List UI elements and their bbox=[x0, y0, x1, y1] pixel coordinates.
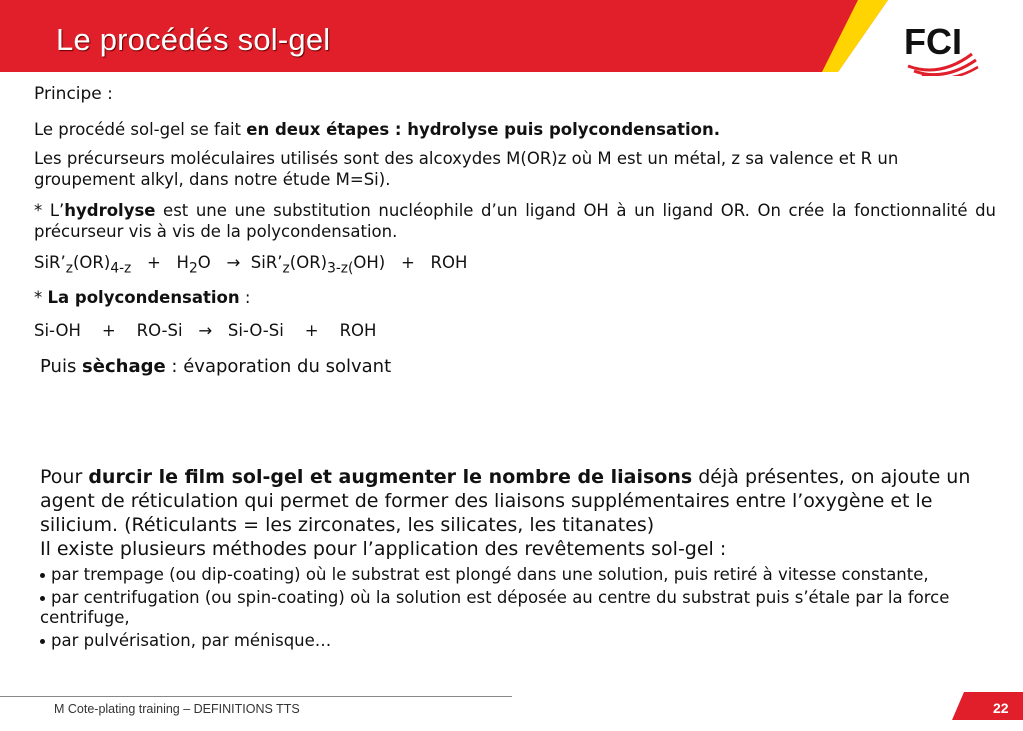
bullet-icon bbox=[40, 639, 45, 644]
paragraph-drying: Puis sèchage : évaporation du solvant bbox=[40, 356, 392, 378]
main-content bbox=[34, 80, 996, 377]
footer-divider bbox=[0, 696, 512, 697]
bullet-icon bbox=[40, 596, 45, 601]
paragraph-steps: Le procédé sol-gel se fait en deux étapes : hydrolyse puis polycondensation. bbox=[34, 120, 720, 139]
principe-heading: Principe : bbox=[34, 84, 113, 104]
crosslinking-section bbox=[40, 465, 1000, 654]
page-title: Le procédés sol-gel bbox=[56, 22, 331, 57]
steps-bold: en deux étapes : hydrolyse puis polycondensation. bbox=[246, 120, 720, 139]
polycondensation-bold: La polycondensation bbox=[47, 288, 240, 308]
equation-polycondensation: Si-OH + RO-Si → Si-O-Si + ROH bbox=[34, 321, 377, 341]
list-item: par pulvérisation, par ménisque… bbox=[40, 631, 1000, 651]
paragraph-polycondensation: * La polycondensation : bbox=[34, 288, 251, 308]
page-number: 22 bbox=[993, 700, 1009, 716]
page-number-badge bbox=[952, 692, 1023, 720]
list-item: par trempage (ou dip-coating) où le substrat est plongé dans une solution, puis retiré à vitesse constante, bbox=[40, 565, 1000, 585]
hydrolysis-bold: hydrolyse bbox=[64, 201, 156, 220]
paragraph-methods: Il existe plusieurs méthodes pour l’application des revêtements sol-gel : bbox=[40, 538, 727, 560]
footer-text: M Cote-plating training – DEFINITIONS TTS bbox=[54, 702, 300, 716]
paragraph-precursors: Les précurseurs moléculaires utilisés sont des alcoxydes M(OR)z où M est un métal, z sa valence et R un groupement alkyl, dans notre étude M=Si). bbox=[34, 149, 899, 189]
crosslinking-bold: durcir le film sol-gel et augmenter le nombre de liaisons bbox=[88, 466, 693, 488]
logo-text: FCI bbox=[904, 21, 962, 62]
drying-bold: sèchage bbox=[82, 356, 166, 378]
paragraph-crosslinking: Pour durcir le film sol-gel et augmenter le nombre de liaisons déjà présentes, on ajoute un agent de réticulation qui permet de former des liaisons supplémentaires entre l’oxygène et le silicium. (Réticulants = les zirconates, les silicates, les titanates) bbox=[40, 466, 971, 536]
methods-list bbox=[40, 565, 1000, 651]
list-item: par centrifugation (ou spin-coating) où la solution est déposée au centre du substrat puis s’étale par la force centrifuge, bbox=[40, 588, 950, 627]
paragraph-hydrolysis: * L’hydrolyse est une une substitution nucléophile d’un ligand OH à un ligand OR. On crée la fonctionnalité du précurseur vis à vis de la polycondensation. bbox=[34, 201, 997, 241]
bullet-icon bbox=[40, 573, 45, 578]
equation-hydrolysis: $SiR’_z(OR)_{4-z} + H_2O$ → $SiR’_z(OR)_{3-z(}OH$) + ROH bbox=[34, 253, 468, 277]
fci-logo bbox=[900, 14, 980, 76]
arrow-icon: → bbox=[198, 321, 213, 341]
arrow-icon: → bbox=[226, 253, 241, 272]
